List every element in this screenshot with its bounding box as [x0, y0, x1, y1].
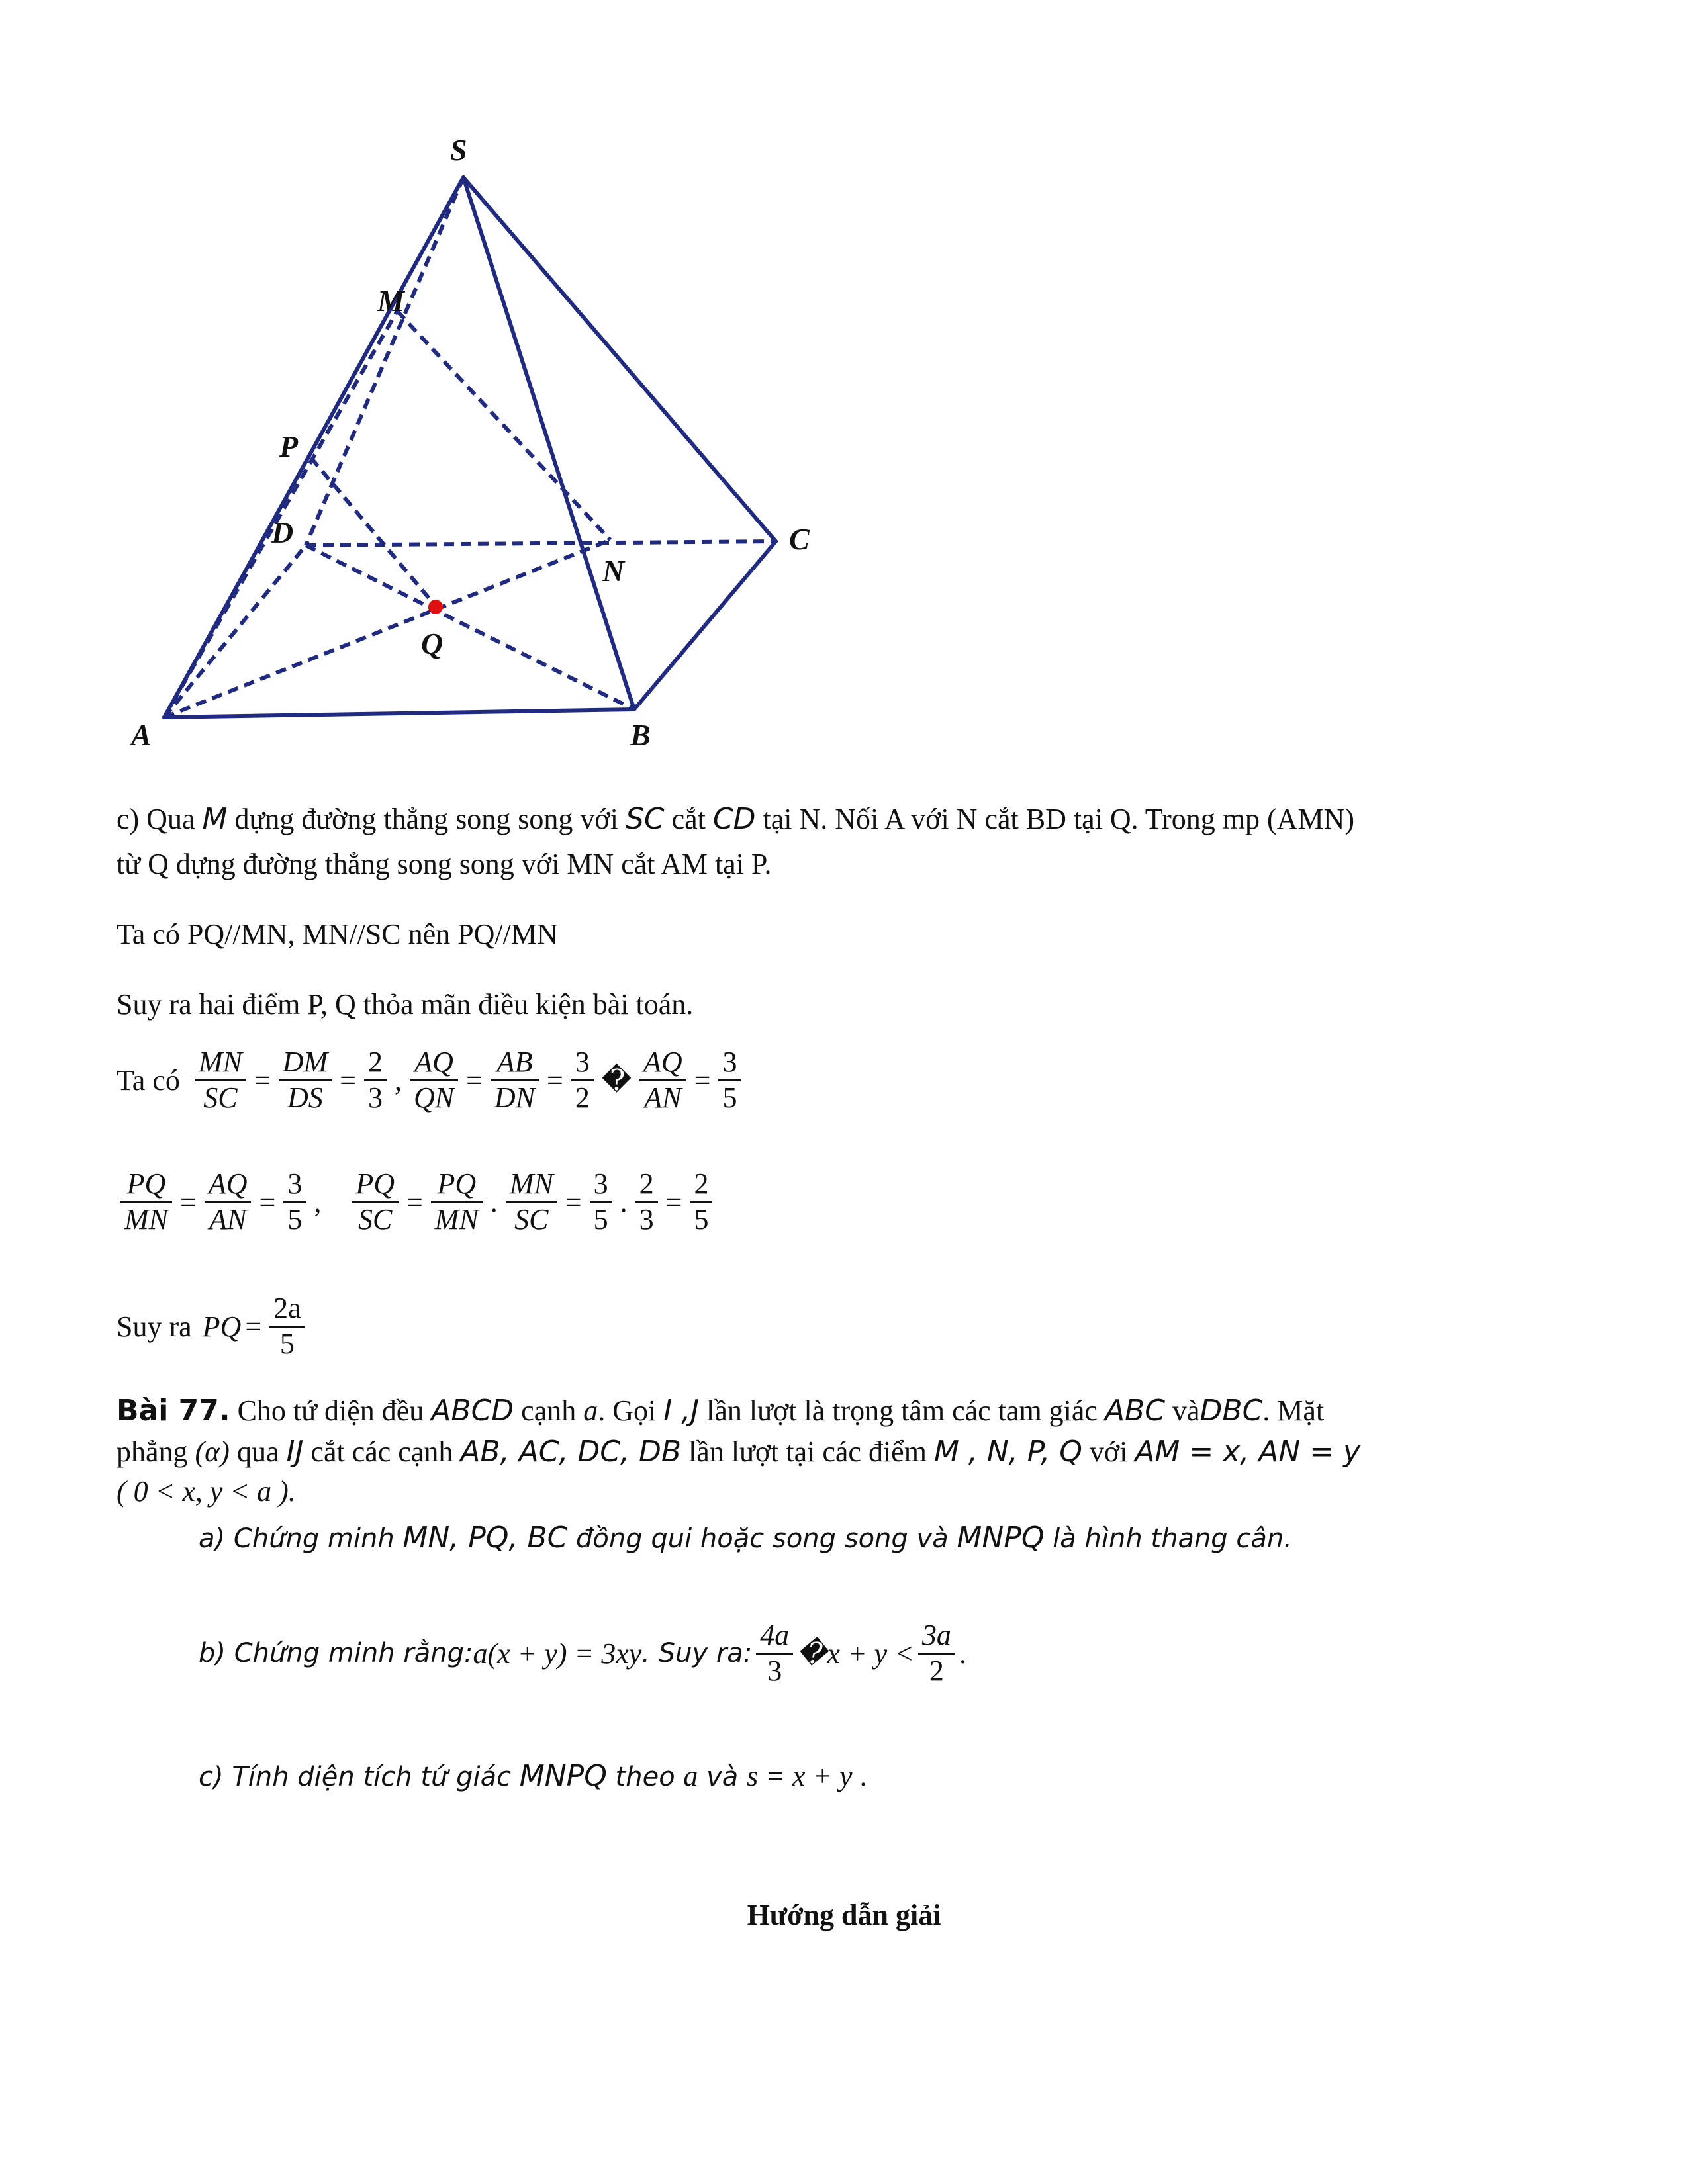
- edge-AD: [164, 545, 306, 717]
- edge-DC: [306, 541, 776, 545]
- label-S: S: [450, 133, 467, 167]
- fraction: $\frac{3}{5}$: [283, 1167, 306, 1236]
- edge-SC: [463, 177, 776, 541]
- bai77-line2: phẳng (α) qua IJ cắt các cạnh AB, AC, DC, DB lần lượt tại các điểm M , N, P, Q với AM = x, AN = y: [117, 1435, 1361, 1469]
- tetrahedron-figure: [119, 119, 847, 768]
- fraction: $\frac{3}{5}$: [718, 1046, 741, 1115]
- label-M: M: [377, 284, 404, 318]
- bai77-line1: Bài 77. Cho tứ diện đều ABCD cạnh a. Gọi I ,J lần lượt là trọng tâm các tam giác ABC vàDBC. Mặt: [117, 1394, 1325, 1428]
- edge-BC: [634, 541, 776, 709]
- fraction: $\frac{2}{3}$: [635, 1167, 658, 1236]
- equation-ratio-2: $\frac{PQ}{MN}$ = $\frac{AQ}{AN}$ = $\frac{3}{5}$ , $\frac{PQ}{SC}$ = $\frac{PQ}{MN}$ . $\frac{MN}{SC}$ = $\frac{3}{5}$ . $\frac{2}{3}$ = $\frac{2}{5}$: [117, 1167, 716, 1236]
- fraction: $\frac{3}{5}$: [590, 1167, 612, 1236]
- fraction: $\frac{3}{2}$: [571, 1046, 594, 1115]
- fraction: $\frac{2a}{5}$: [269, 1292, 305, 1361]
- label-D: D: [271, 516, 294, 549]
- fraction: $\frac{3a}{2}$: [918, 1619, 955, 1688]
- fraction: $\frac{AQ}{AN}$: [205, 1167, 252, 1236]
- edge-AB: [164, 709, 634, 717]
- edge-SB: [463, 177, 634, 709]
- segment-AN: [164, 540, 610, 717]
- fraction: $\frac{2}{3}$: [364, 1046, 387, 1115]
- part-c-line3: Ta có PQ//MN, MN//SC nên PQ//MN: [117, 918, 558, 950]
- label-A: A: [131, 718, 152, 752]
- label-P: P: [279, 430, 299, 463]
- label-B: B: [630, 718, 651, 752]
- exercise-title: Bài 77.: [117, 1394, 230, 1428]
- label-C: C: [789, 522, 810, 556]
- bai77-line3: ( 0 < x, y < a ).: [117, 1475, 296, 1508]
- label-Q: Q: [421, 627, 444, 660]
- fraction: $\frac{AB}{DN}$: [491, 1046, 539, 1115]
- edge-SD: [306, 177, 463, 545]
- part-c-line2: từ Q dựng đường thẳng song song với MN cắt AM tại P.: [117, 848, 772, 880]
- question-a: a) Chứng minh MN, PQ, BC đồng qui hoặc song song và MNPQ là hình thang cân.: [199, 1521, 1292, 1555]
- edge-DB: [306, 545, 634, 709]
- fraction: $\frac{PQ}{MN}$: [120, 1167, 172, 1236]
- fraction: $\frac{MN}{SC}$: [506, 1167, 557, 1236]
- fraction: $\frac{AQ}{AN}$: [639, 1046, 686, 1115]
- fraction: $\frac{PQ}{MN}$: [431, 1167, 483, 1236]
- solution-heading: Hướng dẫn giải: [747, 1899, 941, 1931]
- fraction: $\frac{4a}{3}$: [756, 1619, 793, 1688]
- segment-MN: [397, 311, 610, 540]
- segment-PQ: [311, 458, 437, 608]
- label-N: N: [602, 554, 625, 588]
- question-b: b) Chứng minh rằng: a(x + y) = 3xy . Suy ra: $\frac{4a}{3}$ �x + y < $\frac{3a}{2}$ .: [199, 1619, 966, 1687]
- equation-result: Suy ra PQ = $\frac{2a}{5}$: [117, 1292, 309, 1361]
- fraction: $\frac{DM}{DS}$: [279, 1046, 332, 1115]
- part-c-line1: c) Qua M dựng đường thẳng song song với SC cắt CD tại N. Nối A với N cắt BD tại Q. Trong mp (AMN): [117, 802, 1354, 836]
- fraction: $\frac{AQ}{QN}$: [410, 1046, 458, 1115]
- fraction: $\frac{PQ}{SC}$: [352, 1167, 399, 1236]
- question-c: c) Tính diện tích tứ giác MNPQ theo a và s = x + y .: [199, 1759, 867, 1793]
- fraction: $\frac{2}{5}$: [690, 1167, 712, 1236]
- part-c-line4: Suy ra hai điểm P, Q thỏa mãn điều kiện bài toán.: [117, 988, 694, 1021]
- segment-AM: [164, 311, 397, 717]
- fraction: $\frac{MN}{SC}$: [195, 1046, 246, 1115]
- point-Q-marker: [428, 600, 443, 614]
- equation-ratio-1: Ta có $\frac{MN}{SC}$ = $\frac{DM}{DS}$ = $\frac{2}{3}$ , $\frac{AQ}{QN}$ = $\frac{AB}{DN}$ = $\frac{3}{2}$ � $\frac{AQ}{AN}$ = $\frac{3}{5}$: [117, 1046, 745, 1115]
